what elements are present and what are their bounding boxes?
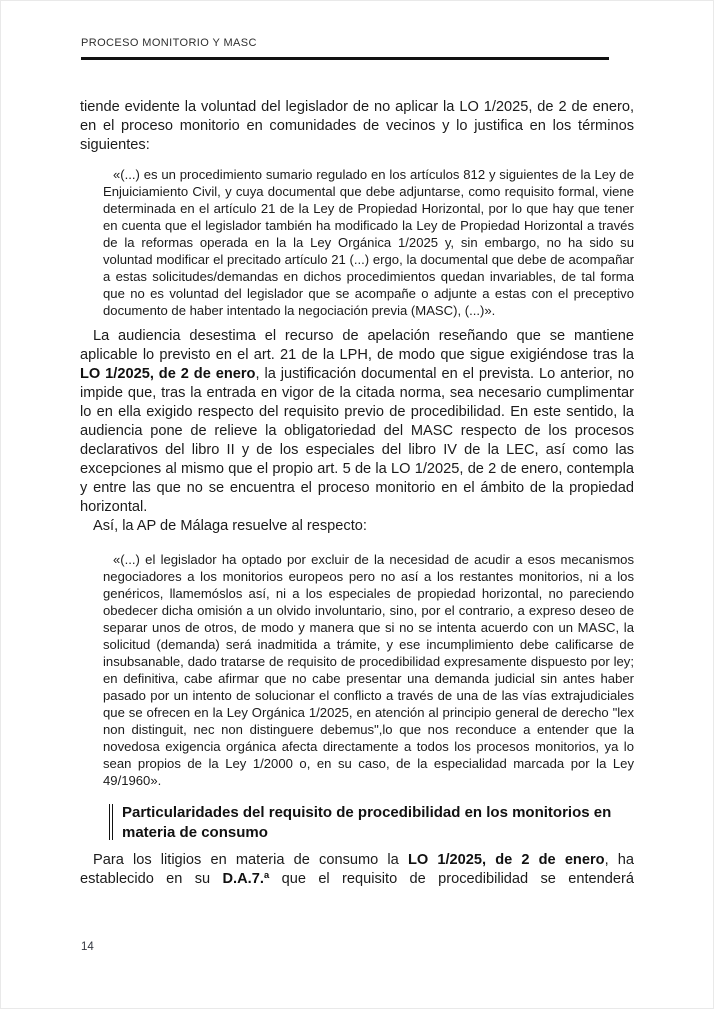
bold-lo-1-2025-consumo: LO 1/2025, de 2 de enero	[407, 852, 605, 868]
bold-lo-1-2025: LO 1/2025, de 2 de enero	[80, 366, 256, 382]
bold-da-7: D.A.7.ª	[222, 871, 270, 887]
paragraph-consumo-mid: , ha establecido en su	[80, 852, 634, 887]
paragraph-audiencia-post: , la justificación documental en el prevista. Lo anterior, no impide que, tras la entrada en vigor de la citada norma, sea necesario cumplimentar lo en ella exigido respecto del requisito previo de procedibilidad. En este sentido, la audiencia pone de relieve la obligatoriedad del MASC respecto de los procesos declarativos del libro II y de los especiales del libro IV de la LEC, así como las excepciones al mismo que el propio art. 5 de la LO 1/2025, de 2 de enero, contempla y entre las que no se encuentra el proceso monitorio en el ámbito de la propiedad horizontal.	[80, 366, 634, 515]
page-number: 14	[81, 941, 94, 953]
running-header: PROCESO MONITORIO Y MASC	[81, 37, 609, 60]
paragraph-consumo-post: que el requisito de procedibilidad se entenderá	[269, 871, 634, 887]
blockquote-court-ruling-1: «(...) es un procedimiento sumario regulado en los artículos 812 y siguientes de la Ley de Enjuiciamiento Civil, y cuya documental que debe adjuntarse, como requisito formal, viene determinada en el artículo 21 de la Ley de Propiedad Horizontal, por lo que hay que tener en cuenta que el legislador también ha modificado la Ley de Propiedad Horizontal a través de la reformas operada en la la Ley Orgánica 1/2025 y, sin embargo, no ha sido su voluntad modificar el precitado artículo 21 (...) ergo, la documental que debe de acompañar a estas solicitudes/demandas en dichos procedimientos quedan invariables, de tal forma que no es voluntad del legislador que se acompañe o adjunte a estas con el preceptivo documento de haber intentado la negociación previa (MASC), (...)».	[103, 167, 634, 318]
paragraph-continuation: tiende evidente la voluntad del legislador de no aplicar la LO 1/2025, de 2 de enero, en el proceso monitorio en comunidades de vecinos y lo justifica en los términos siguientes:	[80, 99, 634, 153]
section-heading-text: Particularidades del requisito de procedibilidad en los monitorios en materia de consumo	[122, 804, 612, 841]
blockquote-court-ruling-2: «(...) el legislador ha optado por excluir de la necesidad de acudir a esos mecanismos negociadores a los monitorios europeos pero no así a los restantes monitorios, ni a los genéricos, llamemóslos así, ni a los especiales de propiedad horizontal, no pareciendo obedecer dicha omisión a un olvido involuntario, sino, por el contrario, a expreso deseo de separar unos de otros, de modo y manera que si no se intenta acuerdo con un MASC, la solicitud (demanda) será inadmitida a trámite, y ese incumplimiento debe calificarse de insubsanable, dado tratarse de requisito de procedibilidad expresamente dispuesto por ley; en definitiva, cabe afirmar que no cabe presentar una demanda judicial sin antes haber pasado por un intento de solucionar el conflicto a través de una de las vías extrajudiciales que se ofrecen en la Ley Orgánica 1/2025, en atención al principio general de derecho "lex non distinguit, nec non distinguere debemus",lo que nos reconduce a entender que la novedosa exigencia orgánica afecta directamente a todos los procesos monitorios, ya lo sean propios de la Ley 1/2000 o, en su caso, de la especialidad marcada por la Ley 49/1960».	[103, 552, 634, 788]
paragraph-consumo-pre: Para los litigios en materia de consumo la	[93, 852, 408, 868]
paragraph-ap-malaga: Así, la AP de Málaga resuelve al respecto:	[93, 518, 367, 534]
paragraph-consumo	[80, 851, 634, 889]
paragraph-audiencia-pre: La audiencia desestima el recurso de apelación reseñando que se mantiene aplicable lo previsto en el art. 21 de la LPH, de modo que sigue exigiéndose tras la	[80, 328, 634, 363]
section-heading	[109, 803, 634, 842]
paragraph-audiencia	[80, 327, 634, 517]
page-body	[80, 98, 634, 889]
heading-marker-bars-icon	[109, 804, 113, 840]
